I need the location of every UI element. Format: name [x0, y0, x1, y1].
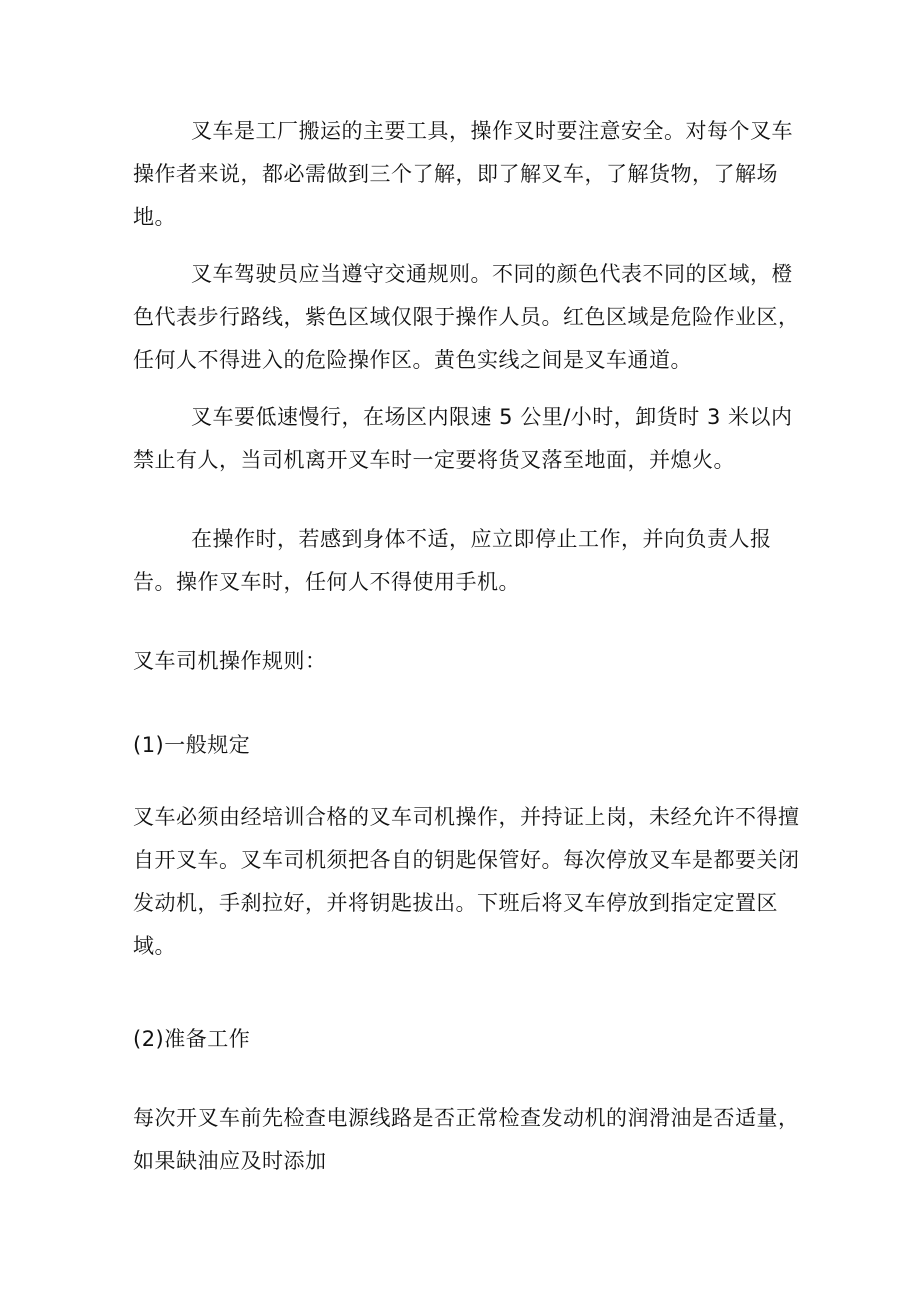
section-2-heading: (2)准备工作: [133, 1027, 251, 1051]
section-2-body: 每次开叉车前先检查电源线路是否正常检查发动机的润滑油是否适量，如果缺油应及时添加: [133, 1106, 800, 1173]
rules-title: 叉车司机操作规则：: [133, 649, 327, 673]
paragraph-speed-limit: 叉车要低速慢行，在场区内限速 5 公里/小时，卸货时 3 米以内禁止有人，当司机离开叉车时一定要将货叉落至地面，并熄火。: [133, 405, 793, 472]
paragraph-intro: 叉车是工厂搬运的主要工具，操作叉时要注意安全。对每个叉车操作者来说，都必需做到三个了解，即了解叉车，了解货物，了解场地。: [133, 119, 793, 229]
section-1-heading: (1)一般规定: [133, 733, 251, 757]
paragraph-traffic-rules: 叉车驾驶员应当遵守交通规则。不同的颜色代表不同的区域，橙色代表步行路线，紫色区域仅限于操作人员。红色区域是危险作业区，任何人不得进入的危险操作区。黄色实线之间是叉车通道。: [133, 262, 800, 372]
section-1-body: 叉车必须由经培训合格的叉车司机操作，并持证上岗，未经允许不得擅自开叉车。叉车司机须把各自的钥匙保管好。每次停放叉车是都要关闭发动机，手刹拉好，并将钥匙拔出。下班后将叉车停放到指定定置区域。: [133, 805, 800, 958]
paragraph-health-phone: 在操作时，若感到身体不适，应立即停止工作，并向负责人报告。操作叉车时，任何人不得使用手机。: [133, 527, 772, 594]
